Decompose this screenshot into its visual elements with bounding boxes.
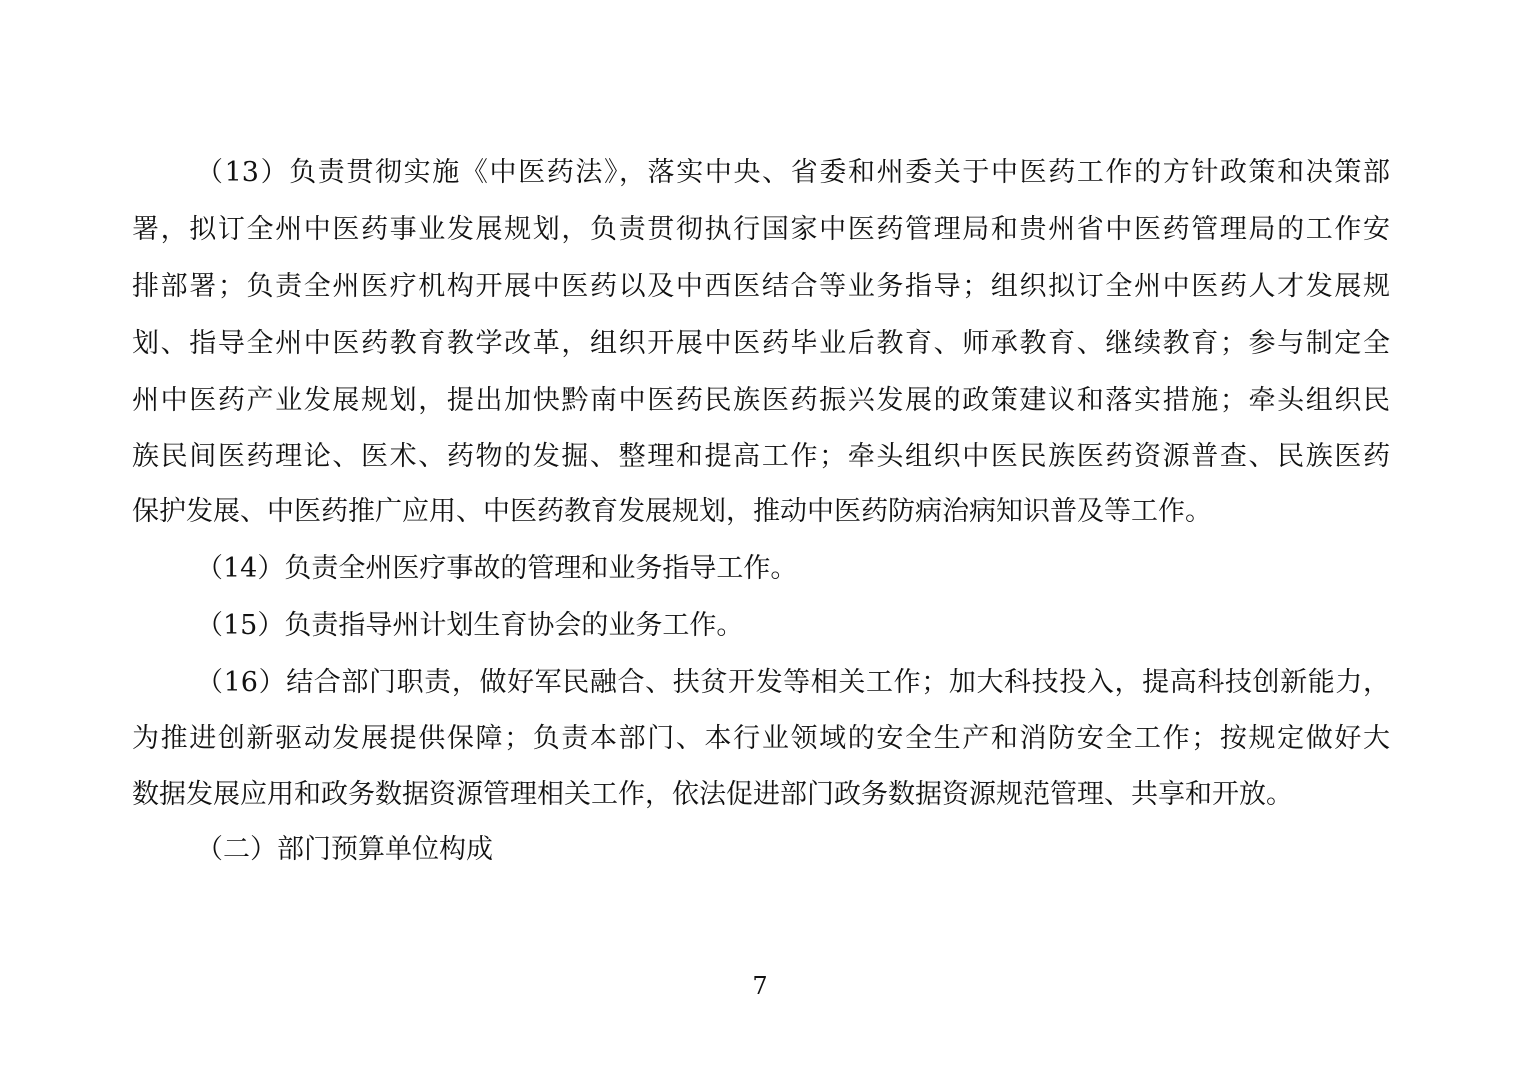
paragraph-16-line-1: （16）结合部门职责，做好军民融合、扶贫开发等相关工作；加大科技投入，提高科技创新能力， bbox=[196, 667, 1390, 698]
paragraph-16-line-2: 为推进创新驱动发展提供保障；负责本部门、本行业领域的安全生产和消防安全工作；按规定做好大 bbox=[132, 723, 1390, 754]
paragraph-13-line-2: 署，拟订全州中医药事业发展规划，负责贯彻执行国家中医药管理局和贵州省中医药管理局的工作安 bbox=[132, 214, 1390, 245]
paragraph-13-line-1: （13）负责贯彻实施《中医药法》，落实中央、省委和州委关于中医药工作的方针政策和决策部 bbox=[196, 157, 1390, 188]
page-number: 7 bbox=[752, 972, 768, 1000]
paragraph-13-line-5: 州中医药产业发展规划，提出加快黔南中医药民族医药振兴发展的政策建议和落实措施；牵头组织民 bbox=[132, 385, 1390, 416]
paragraph-13-line-7: 保护发展、中医药推广应用、中医药教育发展规划，推动中医药防病治病知识普及等工作。 bbox=[132, 496, 1212, 527]
paragraph-13-line-6: 族民间医药理论、医术、药物的发掘、整理和提高工作；牵头组织中医民族医药资源普查、民族医药 bbox=[132, 441, 1390, 472]
paragraph-14-line-1: （14）负责全州医疗事故的管理和业务指导工作。 bbox=[196, 553, 798, 584]
paragraph-13-line-3: 排部署；负责全州医疗机构开展中医药以及中西医结合等业务指导；组织拟订全州中医药人才发展规 bbox=[132, 271, 1390, 302]
paragraph-13-line-4: 划、指导全州中医药教育教学改革，组织开展中医药毕业后教育、师承教育、继续教育；参与制定全 bbox=[132, 328, 1390, 359]
paragraph-16-line-3: 数据发展应用和政务数据资源管理相关工作，依法促进部门政务数据资源规范管理、共享和开放。 bbox=[132, 779, 1293, 810]
paragraph-15-line-1: （15）负责指导州计划生育协会的业务工作。 bbox=[196, 610, 744, 641]
section-heading: （二）部门预算单位构成 bbox=[196, 834, 493, 865]
